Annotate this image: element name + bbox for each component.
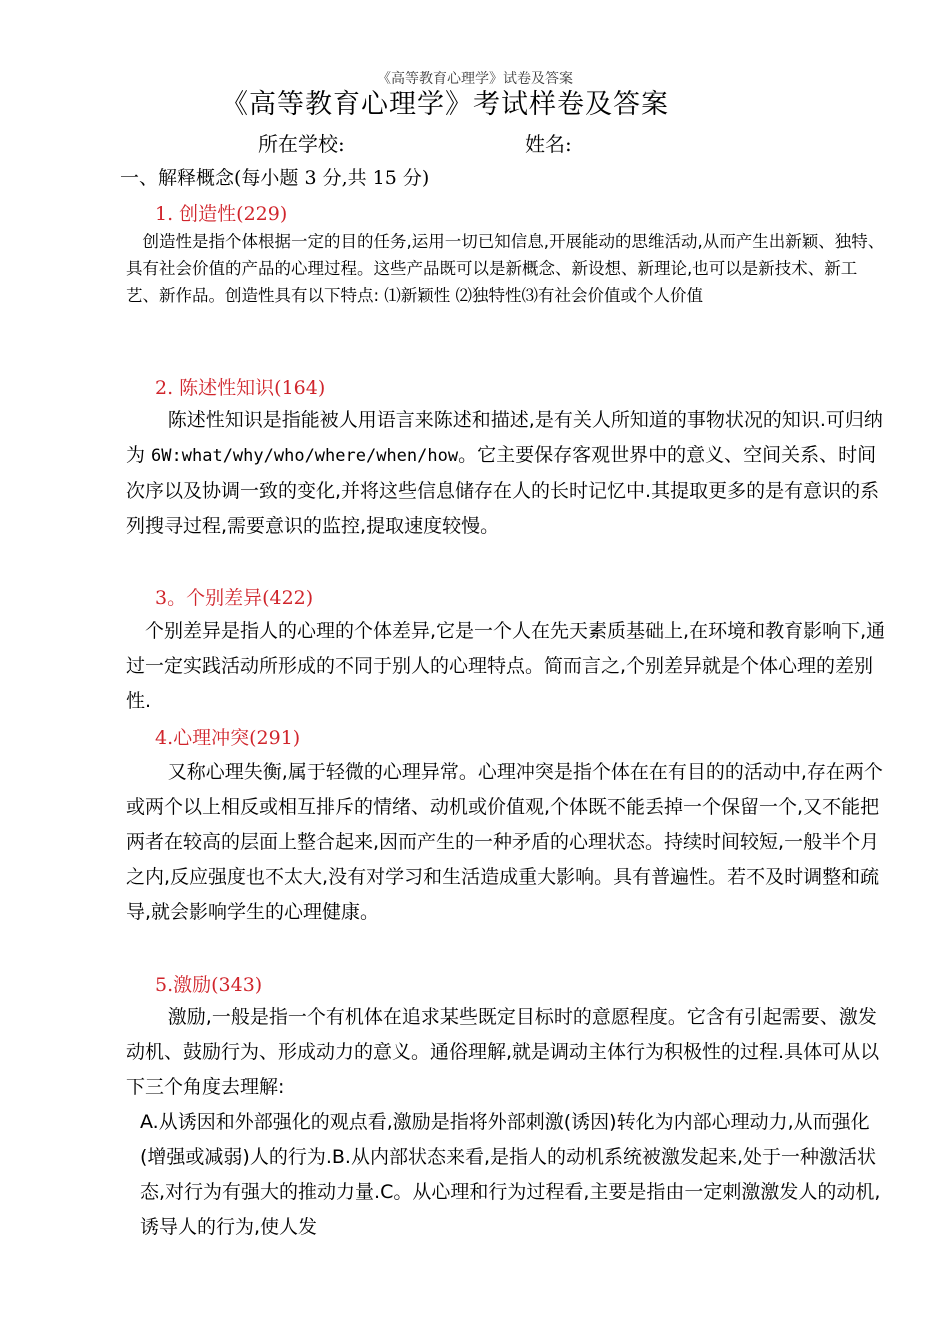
term-body-2 bbox=[126, 403, 886, 544]
name-label: 姓名: bbox=[525, 132, 572, 156]
term-body-2-mono: 6W:what/why/who/where/when/how bbox=[151, 446, 459, 466]
term-heading-2: 2. 陈述性知识(164) bbox=[155, 377, 326, 399]
term-body-4: 又称心理失衡,属于轻微的心理异常。心理冲突是指个体在在有目的的活动中,存在两个或两个以上相反或相互排斥的情绪、动机或价值观,个体既不能丢掉一个保留一个,又不能把两者在较高的层面上整合起来,因而产生的一种矛盾的心理状态。持续时间较短,一般半个月之内,反应强度也不太大,没有对学习和生活造成重大影响。具有普遍性。若不及时调整和疏导,就会影响学生的心理健康。 bbox=[126, 761, 883, 923]
running-header: 《高等教育心理学》试卷及答案 bbox=[377, 71, 573, 87]
term-heading-1: 1. 创造性(229) bbox=[155, 203, 288, 225]
term-body-5: 激励,一般是指一个有机体在追求某些既定目标时的意愿程度。它含有引起需要、激发动机、鼓励行为、形成动力的意义。通俗理解,就是调动主体行为积极性的过程.具体可从以下三个角度去理解: bbox=[126, 1006, 880, 1098]
term-heading-5: 5.激励(343) bbox=[155, 974, 263, 996]
section-title: 一、解释概念(每小题 3 分,共 15 分) bbox=[120, 167, 430, 189]
document-title: 《高等教育心理学》考试样卷及答案 bbox=[221, 89, 669, 120]
term-subpoints-5: A.从诱因和外部强化的观点看,激励是指将外部刺激(诱因)转化为内部心理动力,从而强化(增强或减弱)人的行为.B.从内部状态来看,是指人的动机系统被激发起来,处于一种激活状态,对行为有强大的推动力量.C。从心理和行为过程看,主要是指由一定刺激激发人的动机,诱导人的行为,使人发 bbox=[140, 1111, 881, 1238]
term-body-3: 个别差异是指人的心理的个体差异,它是一个人在先天素质基础上,在环境和教育影响下,通过一定实践活动所形成的不同于别人的心理特点。简而言之,个别差异就是个体心理的差别性. bbox=[126, 620, 886, 712]
term-heading-4: 4.心理冲突(291) bbox=[155, 727, 301, 749]
school-label: 所在学校: bbox=[258, 132, 345, 156]
term-body-1: 创造性是指个体根据一定的目的任务,运用一切已知信息,开展能动的思维活动,从而产生出新颖、独特、具有社会价值的产品的心理过程。这些产品既可以是新概念、新设想、新理论,也可以是新技术、新工艺、新作品。创造性具有以下特点: ⑴新颖性 ⑵独特性⑶有社会价值或个人价值 bbox=[126, 232, 885, 305]
term-body-2-part-b: 。它主要保存客观世界中的意义、空间关系、时间次序以及协调一致的变化,并将这些信息储存在人的长时记忆中.其提取更多的是有意识的系列搜寻过程,需要意识的监控,提取速度较慢。 bbox=[126, 444, 880, 537]
term-heading-3: 3。个别差异(422) bbox=[155, 587, 314, 609]
term-body-2-part-a: 陈述性知识是指能被人用语言来陈述和描述,是有关人所知道的事物状况的知识.可归纳为 bbox=[126, 409, 883, 466]
